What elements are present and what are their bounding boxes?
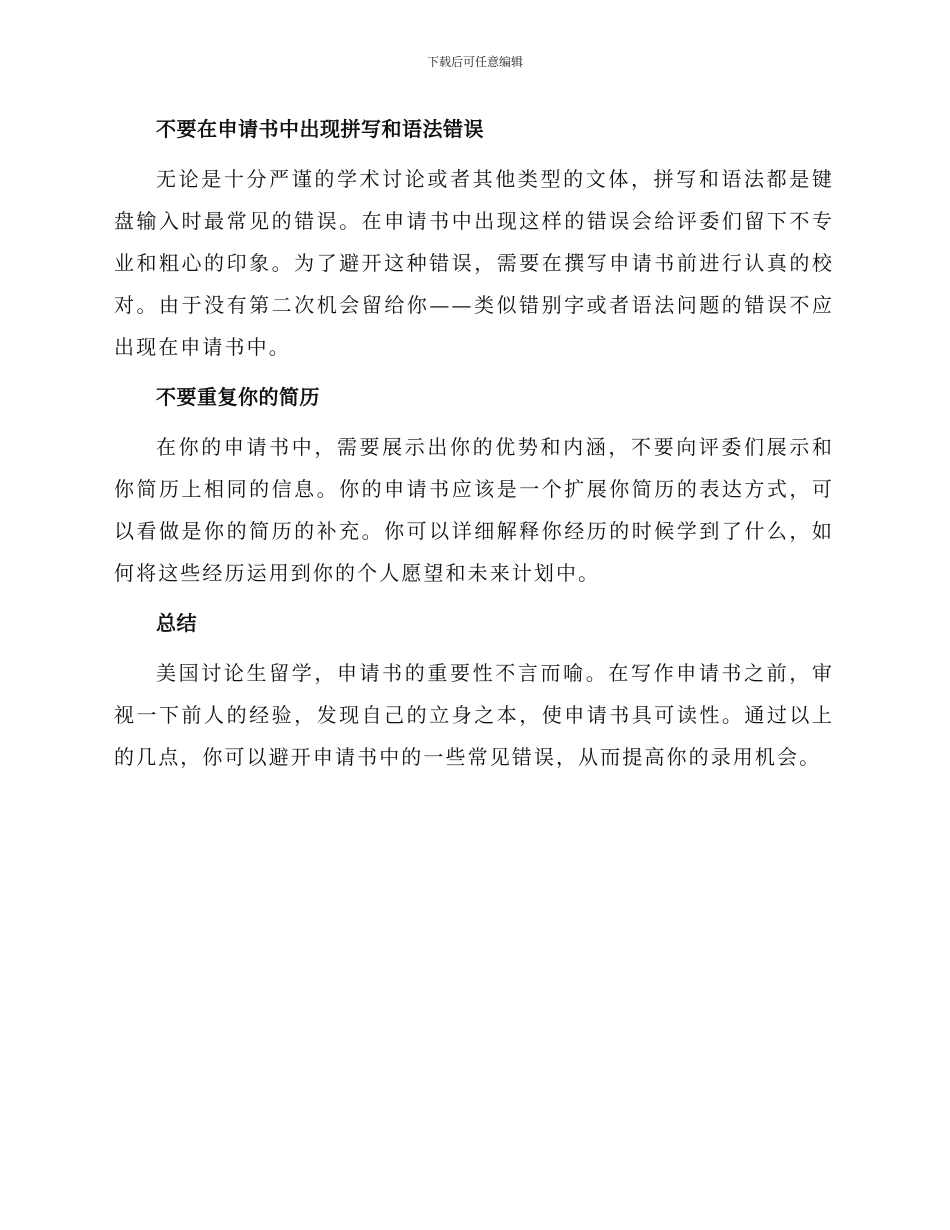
- section-heading: 不要重复你的简历: [156, 385, 320, 409]
- section-paragraph: 在你的申请书中，需要展示出你的优势和内涵，不要向评委们展示和你简历上相同的信息。你的申请书应该是一个扩展你简历的表达方式，可以看做是你的简历的补充。你可以详细解释你经历的时候学到了什么，如何将这些经历运用到你的个人愿望和未来计划中。: [114, 435, 834, 585]
- section-resume: [114, 376, 834, 594]
- section-summary: [114, 602, 834, 778]
- page-header: 下载后可任意编辑: [426, 55, 523, 69]
- section-paragraph: 美国讨论生留学，申请书的重要性不言而喻。在写作申请书之前，审视一下前人的经验，发现自己的立身之本，使申请书具可读性。通过以上的几点，你可以避开申请书中的一些常见错误，从而提高你的录用机会。: [114, 661, 834, 769]
- section-spelling-grammar: [114, 108, 834, 368]
- section-heading: 不要在申请书中出现拼写和语法错误: [156, 117, 484, 141]
- document-body: [114, 108, 834, 786]
- section-paragraph: 无论是十分严谨的学术讨论或者其他类型的文体，拼写和语法都是键盘输入时最常见的错误。在申请书中出现这样的错误会给评委们留下不专业和粗心的印象。为了避开这种错误，需要在撰写申请书前进行认真的校对。由于没有第二次机会留给你——类似错别字或者语法问题的错误不应出现在申请书中。: [114, 167, 834, 359]
- section-heading: 总结: [156, 611, 197, 635]
